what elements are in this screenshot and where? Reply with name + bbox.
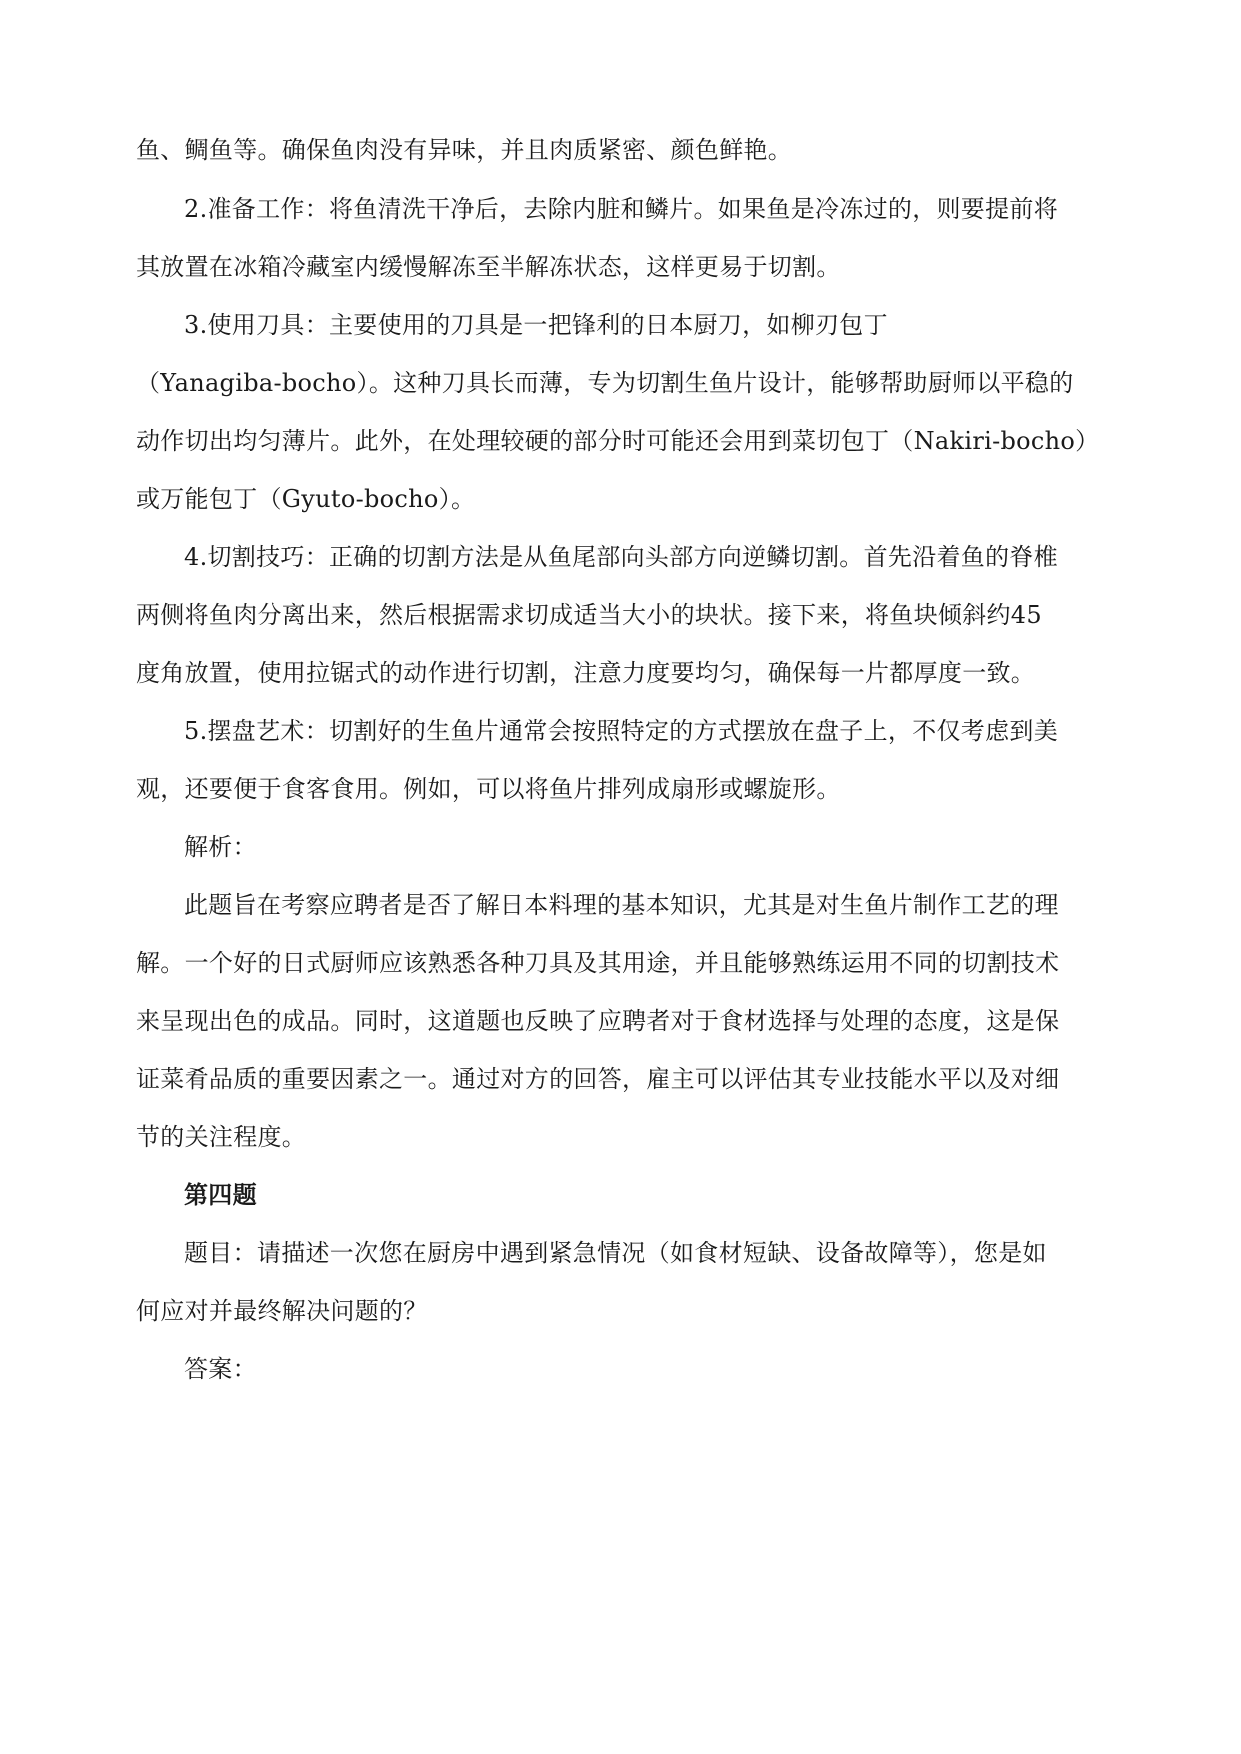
text-line-3: 其放置在冰箱冷藏室内缓慢解冻至半解冻状态，这样更易于切割。	[136, 253, 841, 281]
text-line-6: 动作切出均匀薄片。此外，在处理较硬的部分时可能还会用到菜切包丁（Nakiri-bocho）	[136, 427, 1100, 455]
text-line-15: 解。一个好的日式厨师应该熟悉各种刀具及其用途，并且能够熟练运用不同的切割技术	[136, 949, 1060, 977]
question-line-1: 题目：请描述一次您在厨房中遇到紧急情况（如食材短缺、设备故障等），您是如	[184, 1239, 1047, 1267]
text-line-10: 度角放置，使用拉锯式的动作进行切割，注意力度要均匀，确保每一片都厚度一致。	[136, 659, 1036, 687]
text-line-8: 4.切割技巧：正确的切割方法是从鱼尾部向头部方向逆鳞切割。首先沿着鱼的脊椎	[184, 543, 1058, 571]
text-line-18: 节的关注程度。	[136, 1123, 307, 1151]
text-line-17: 证菜肴品质的重要因素之一。通过对方的回答，雇主可以评估其专业技能水平以及对细	[136, 1065, 1060, 1093]
text-line-14: 此题旨在考察应聘者是否了解日本料理的基本知识，尤其是对生鱼片制作工艺的理	[184, 891, 1059, 919]
text-line-4: 3.使用刀具：主要使用的刀具是一把锋利的日本厨刀，如柳刃包丁	[184, 311, 888, 339]
text-line-1: 鱼、鲷鱼等。确保鱼肉没有异味，并且肉质紧密、颜色鲜艳。	[136, 136, 793, 164]
text-line-11: 5.摆盘艺术：切割好的生鱼片通常会按照特定的方式摆放在盘子上，不仅考虑到美	[184, 717, 1058, 745]
text-line-7: 或万能包丁（Gyuto-bocho）。	[136, 485, 476, 513]
question-line-2: 何应对并最终解决问题的？	[136, 1297, 428, 1325]
text-line-12: 观，还要便于食客食用。例如，可以将鱼片排列成扇形或螺旋形。	[136, 775, 841, 803]
text-line-9: 两侧将鱼肉分离出来，然后根据需求切成适当大小的块状。接下来，将鱼块倾斜约45	[136, 601, 1042, 629]
text-line-16: 来呈现出色的成品。同时，这道题也反映了应聘者对于食材选择与处理的态度，这是保	[136, 1007, 1060, 1035]
analysis-label: 解析：	[184, 833, 257, 861]
answer-label: 答案：	[184, 1355, 257, 1383]
text-line-2: 2.准备工作：将鱼清洗干净后，去除内脏和鳞片。如果鱼是冷冻过的，则要提前将	[184, 195, 1058, 223]
section-heading: 第四题	[184, 1180, 257, 1209]
text-line-5: （Yanagiba-bocho）。这种刀具长而薄，专为切割生鱼片设计，能够帮助厨师以平稳的	[136, 369, 1074, 397]
